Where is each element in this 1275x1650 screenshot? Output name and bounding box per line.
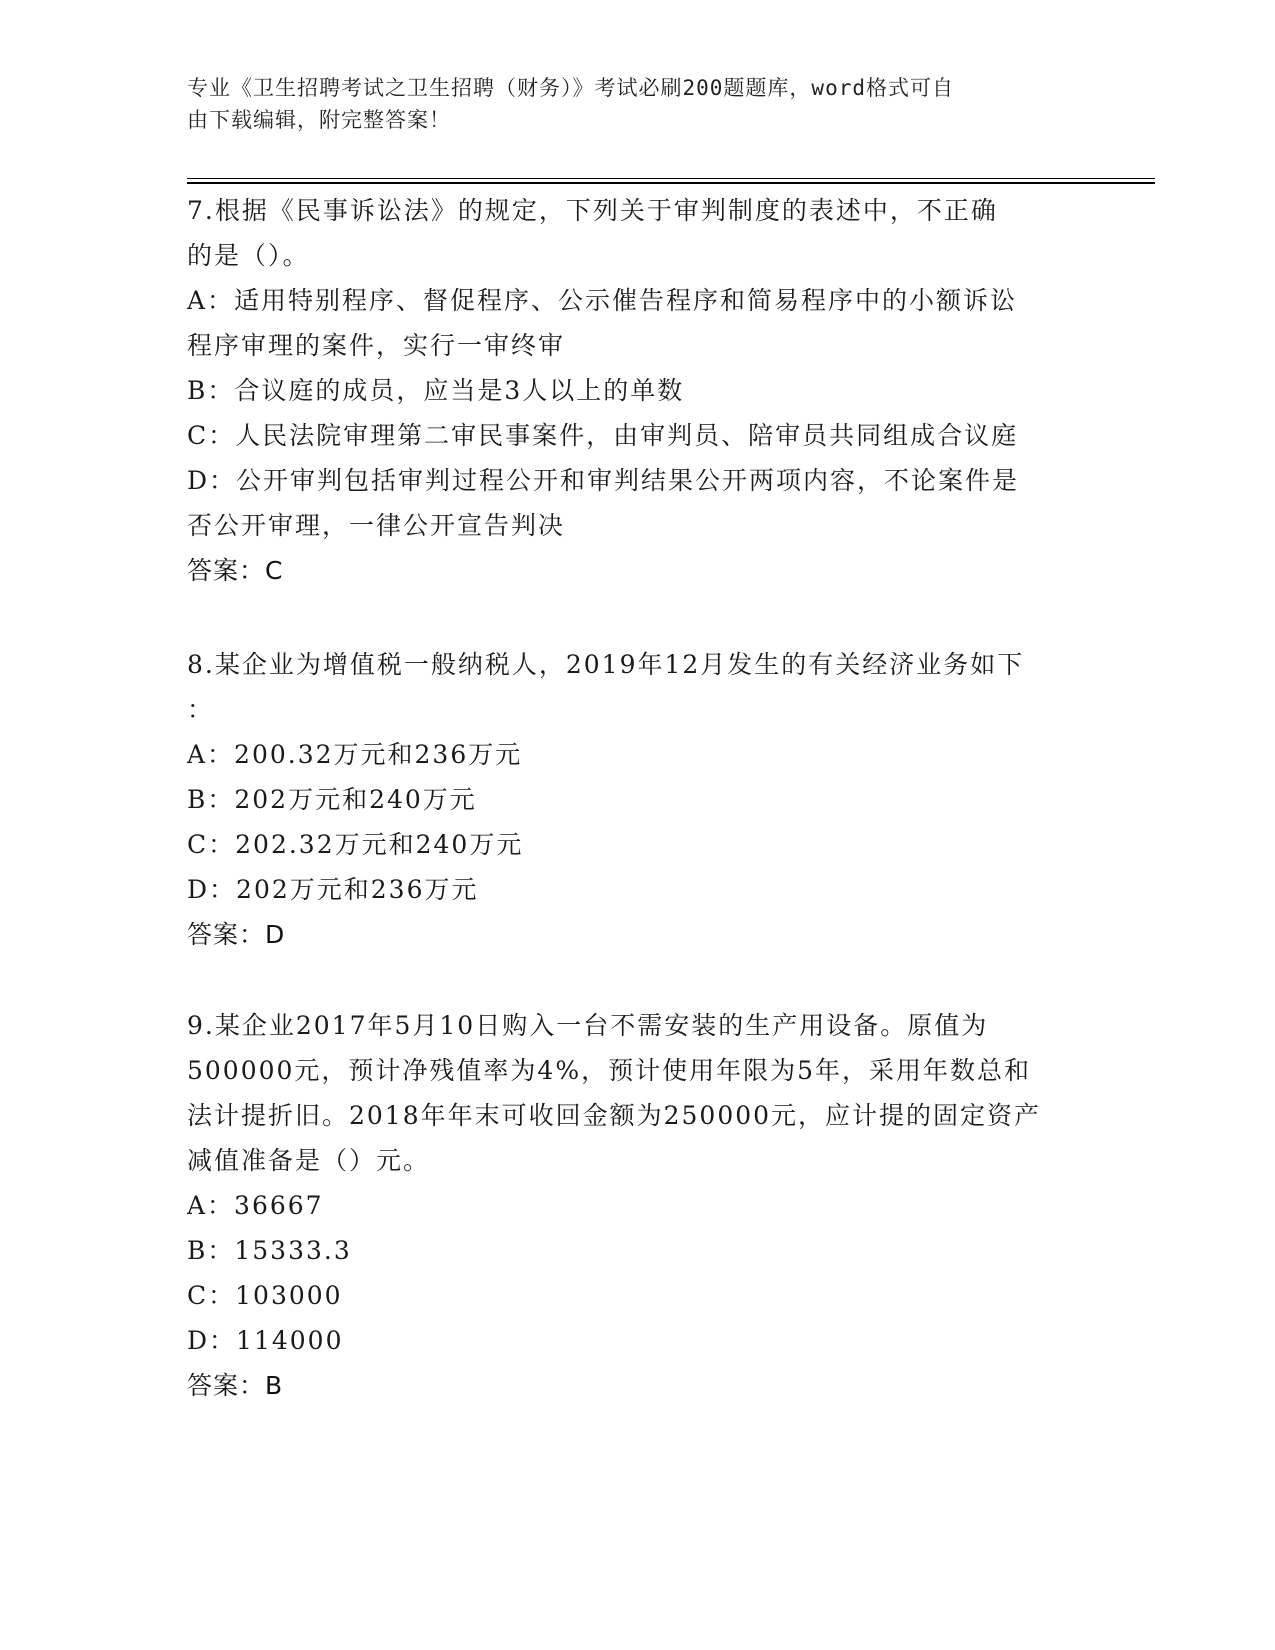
- option-c: C：202.32万元和240万元: [187, 830, 524, 859]
- question-stem-line: 7.根据《民事诉讼法》的规定，下列关于审判制度的表述中，不正确: [187, 196, 998, 225]
- question-stem-line: 的是（）。: [187, 241, 310, 270]
- question-9: [187, 1003, 1087, 1408]
- option-d: D：114000: [187, 1326, 344, 1355]
- question-stem-line: 9.某企业2017年5月10日购入一台不需安装的生产用设备。原值为: [187, 1011, 989, 1040]
- option-b: B：202万元和240万元: [187, 785, 477, 814]
- question-7: [187, 188, 1087, 593]
- question-stem-line: 法计提折旧。2018年年末可收回金额为250000元，应计提的固定资产: [187, 1101, 1042, 1130]
- question-stem-line: 减值准备是（）元。: [187, 1146, 431, 1175]
- answer-label: 答案：B: [187, 1371, 284, 1400]
- header-line-1: 专业《卫生招聘考试之卫生招聘（财务）》考试必刷200题题库，word格式可自: [187, 76, 954, 100]
- option-a: A：200.32万元和236万元: [187, 740, 523, 769]
- question-stem-line: 8.某企业为增值税一般纳税人，2019年12月发生的有关经济业务如下: [187, 650, 1025, 679]
- option-b: B：15333.3: [187, 1236, 352, 1265]
- question-8: [187, 642, 1087, 957]
- question-stem-line: 500000元，预计净残值率为4%，预计使用年限为5年，采用年数总和: [187, 1056, 1032, 1085]
- header-line-2: 由下载编辑，附完整答案！: [187, 108, 451, 132]
- answer-label: 答案：D: [187, 920, 286, 949]
- option-d-continued: 否公开审理，一律公开宣告判决: [187, 511, 566, 540]
- option-c: C：人民法院审理第二审民事案件，由审判员、陪审员共同组成合议庭: [187, 421, 1019, 450]
- option-d: D：202万元和236万元: [187, 875, 479, 904]
- option-a: A：36667: [187, 1191, 324, 1220]
- header-divider-thin: [187, 178, 1155, 179]
- option-d: D：公开审判包括审判过程公开和审判结果公开两项内容，不论案件是: [187, 466, 1020, 495]
- document-header: [187, 72, 1067, 136]
- option-a: A：适用特别程序、督促程序、公示催告程序和简易程序中的小额诉讼: [187, 286, 1018, 315]
- option-c: C：103000: [187, 1281, 343, 1310]
- option-a-continued: 程序审理的案件，实行一审终审: [187, 331, 566, 360]
- question-stem-line: ：: [187, 695, 215, 724]
- answer-label: 答案：C: [187, 556, 284, 585]
- option-b: B：合议庭的成员，应当是3人以上的单数: [187, 376, 685, 405]
- header-divider-thick: [187, 182, 1155, 184]
